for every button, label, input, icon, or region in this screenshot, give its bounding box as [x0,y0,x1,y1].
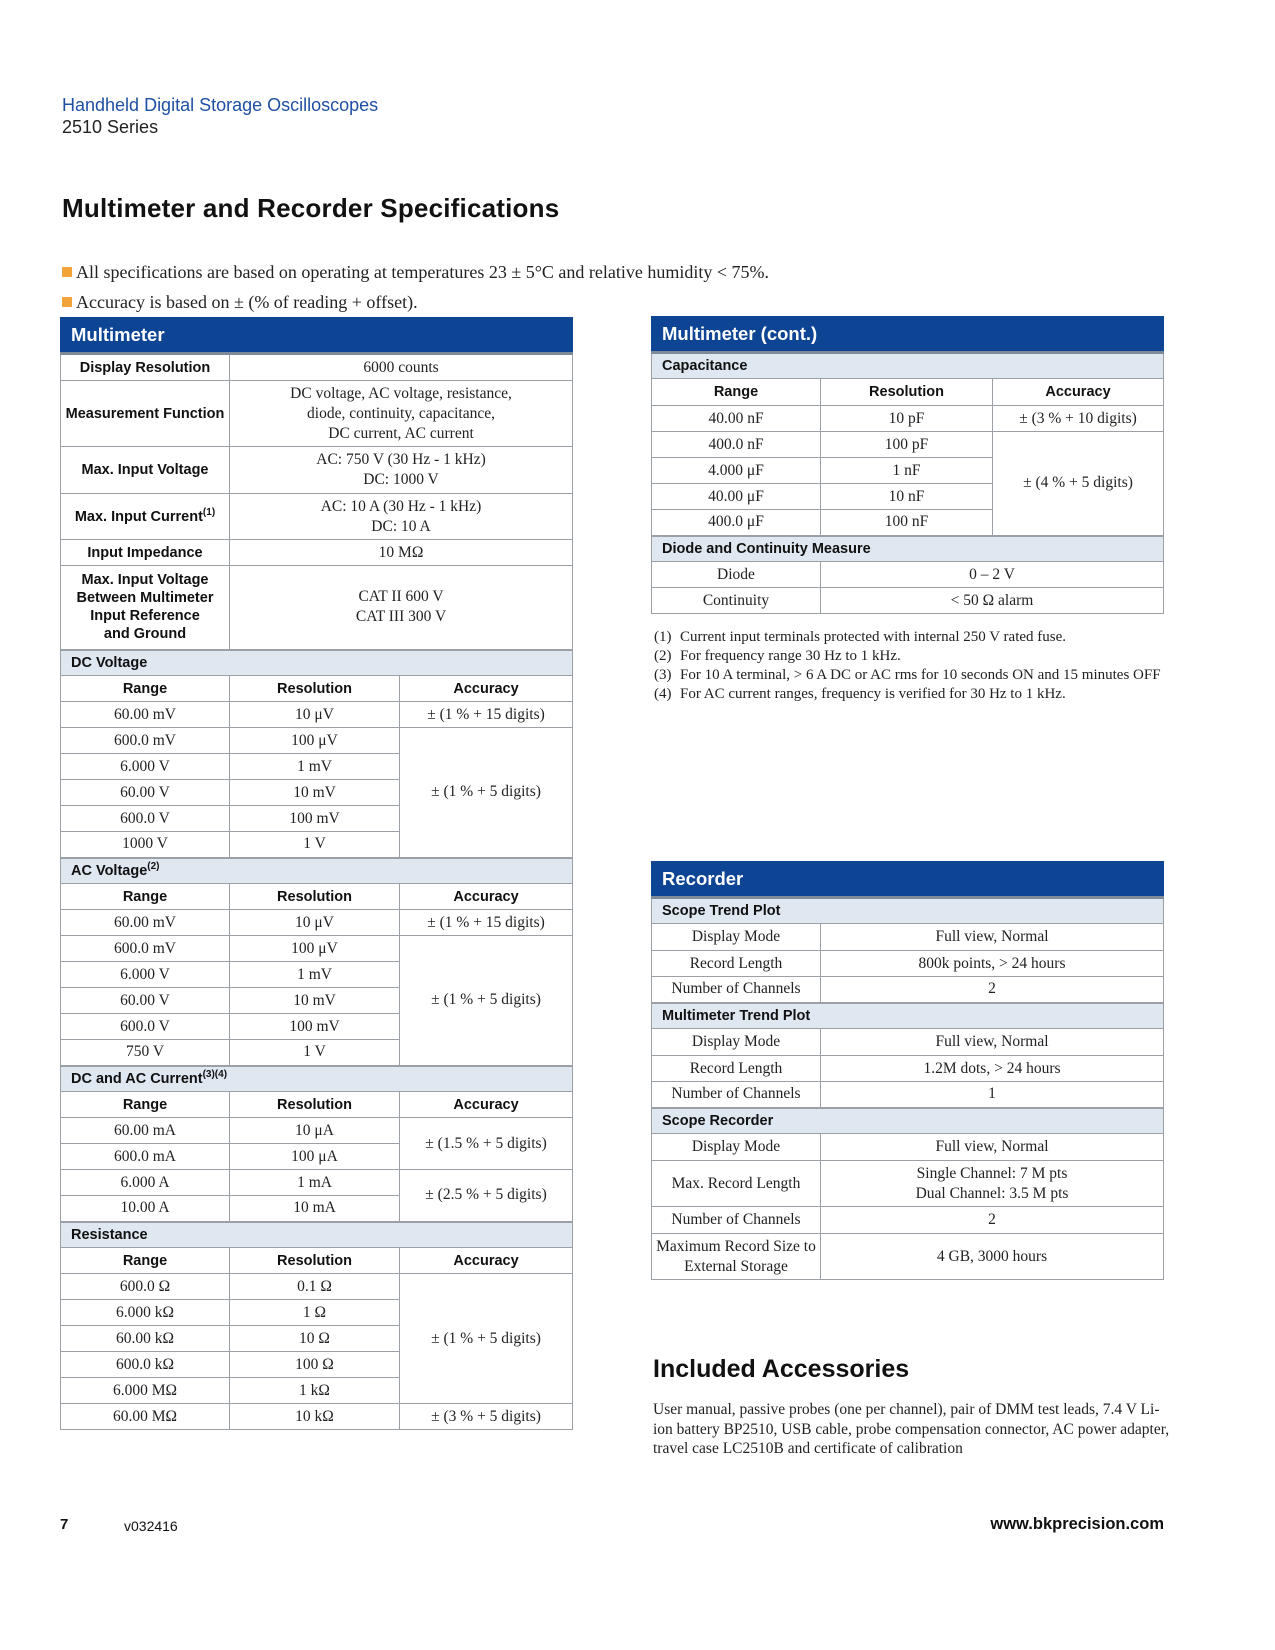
table-row: 600.0 kΩ 100 Ω [61,1352,573,1378]
table-row: 6.000 V 1 mV [61,754,573,780]
col-header-range: Range [61,884,230,910]
spec-note [62,292,418,313]
table-row: Display Mode Full view, Normal [652,924,1164,951]
multimeter-cont-table [651,316,1164,614]
accuracy-cell: ± (3 % + 10 digits) [993,406,1164,432]
table-row: Record Length 800k points, > 24 hours [652,951,1164,977]
table-row: 600.0 mV 100 μV ± (1 % + 5 digits) [61,936,573,962]
version-label: v032416 [124,1518,178,1534]
multimeter-table-title: Multimeter [61,318,573,354]
table-row: 400.0 μF 100 nF [652,510,1164,536]
table-row: 600.0 mV 100 μV ± (1 % + 5 digits) [61,728,573,754]
table-row: Number of Channels 2 [652,1207,1164,1234]
section-ac-voltage: AC Voltage$^{(2)}$ [61,858,573,884]
accuracy-cell: ± (3 % + 5 digits) [400,1404,573,1430]
recorder-table [651,861,1164,1280]
recorder-title: Recorder [652,862,1164,898]
table-row: 6.000 V 1 mV [61,962,573,988]
table-row: Max. Record Length Single Channel: 7 M pts Dual Channel: 3.5 M pts [652,1161,1164,1207]
footnote: (3) For 10 A terminal, > 6 A DC or AC rms for 10 seconds ON and 15 minutes OFF [654,667,1161,683]
table-row: 60.00 mV 10 μV ± (1 % + 15 digits) [61,702,573,728]
note-text: All specifications are based on operating at temperatures 23 ± 5°C and relative humidity < 75%. [76,262,770,282]
accuracy-cell: ± (1 % + 5 digits) [400,1274,573,1404]
table-row: 750 V 1 V [61,1040,573,1066]
spec-label: Max. Input Current$^{(1)}$ [61,494,230,540]
spec-value: DC voltage, AC voltage, resistance, diode, continuity, capacitance, DC current, AC current [230,381,573,447]
section-scope-trend: Scope Trend Plot [652,898,1164,924]
table-row: Display Mode Full view, Normal [652,1134,1164,1161]
spec-row [61,540,573,566]
bullet-square-icon [62,297,72,307]
col-header-resolution: Resolution [230,1092,400,1118]
accessories-text: User manual, passive probes (one per channel), pair of DMM test leads, 7.4 V Li-ion battery BP2510, USB cable, probe compensation connector, AC power adapter, travel case LC2510B and certificate of calibration [653,1401,1170,1457]
table-row: Maximum Record Size to External Storage 4 GB, 3000 hours [652,1234,1164,1280]
spec-label: Input Impedance [61,540,230,566]
spec-note [62,262,769,283]
spec-row [61,494,573,540]
table-row: 60.00 kΩ 10 Ω [61,1326,573,1352]
table-row: Number of Channels 1 [652,1082,1164,1108]
website-link[interactable]: www.bkprecision.com [990,1515,1164,1533]
table-row: 6.000 MΩ 1 kΩ [61,1378,573,1404]
table-row: 40.00 nF 10 pF ± (3 % + 10 digits) [652,406,1164,432]
col-header-range: Range [61,1092,230,1118]
table-row: Number of Channels 2 [652,977,1164,1003]
table-row: 6.000 A 1 mA ± (2.5 % + 5 digits) [61,1170,573,1196]
col-header-accuracy: Accuracy [400,884,573,910]
footnote-ref: (1) [202,506,216,518]
col-header-resolution: Resolution [230,1248,400,1274]
page-number: 7 [60,1516,69,1533]
spec-label: Display Resolution [61,354,230,381]
spec-row [61,447,573,494]
accuracy-cell: ± (1 % + 5 digits) [400,728,573,858]
accuracy-cell: ± (4 % + 5 digits) [993,432,1164,536]
table-row: 60.00 V 10 mV [61,780,573,806]
accuracy-cell: ± (2.5 % + 5 digits) [400,1170,573,1222]
spec-value: AC: 750 V (30 Hz - 1 kHz) DC: 1000 V [230,447,573,494]
table-row: Display Mode Full view, Normal [652,1029,1164,1056]
section-mm-trend: Multimeter Trend Plot [652,1003,1164,1029]
table-row: 60.00 V 10 mV [61,988,573,1014]
table-row: 600.0 V 100 mV [61,1014,573,1040]
accuracy-cell: ± (1 % + 15 digits) [400,702,573,728]
footnote: (4) For AC current ranges, frequency is verified for 30 Hz to 1 kHz. [654,686,1066,702]
column-header-row [652,379,1164,406]
col-header-accuracy: Accuracy [400,1248,573,1274]
accuracy-cell: ± (1.5 % + 5 digits) [400,1118,573,1170]
accuracy-cell: ± (1 % + 15 digits) [400,910,573,936]
section-resistance: Resistance [61,1222,573,1248]
bullet-square-icon [62,267,72,277]
footnote-ref: (2) [147,860,160,872]
table-row: Record Length 1.2M dots, > 24 hours [652,1056,1164,1082]
accuracy-cell: ± (1 % + 5 digits) [400,936,573,1066]
table-row: 600.0 mA 100 μA [61,1144,573,1170]
section-current: DC and AC Current$^{(3)(4)}$ [61,1066,573,1092]
table-row: 400.0 nF 100 pF ± (4 % + 5 digits) [652,432,1164,458]
spec-row [61,354,573,381]
column-header-row [61,676,573,702]
table-row: 600.0 V 100 mV [61,806,573,832]
spec-value: 10 MΩ [230,540,573,566]
table-row: 6.000 kΩ 1 Ω [61,1300,573,1326]
footnote: (1) Current input terminals protected with internal 250 V rated fuse. [654,629,1067,645]
section-dc-voltage: DC Voltage [61,650,573,676]
col-header-range: Range [61,676,230,702]
table-row: Continuity < 50 Ω alarm [652,588,1164,614]
spec-label: Max. Input Voltage [61,447,230,494]
table-row: 10.00 A 10 mA [61,1196,573,1222]
table-row: 1000 V 1 V [61,832,573,858]
multimeter-table [60,317,573,1430]
table-row: 40.00 μF 10 nF [652,484,1164,510]
column-header-row [61,1092,573,1118]
multimeter-cont-title: Multimeter (cont.) [652,317,1164,353]
header-series: 2510 Series [62,117,159,137]
spec-row [61,566,573,650]
col-header-range: Range [61,1248,230,1274]
col-header-range: Range [652,379,821,406]
spec-label: Measurement Function [61,381,230,447]
table-row: Diode 0 – 2 V [652,562,1164,588]
column-header-row [61,884,573,910]
table-row: 60.00 mV 10 μV ± (1 % + 15 digits) [61,910,573,936]
table-row: 60.00 MΩ 10 kΩ ± (3 % + 5 digits) [61,1404,573,1430]
header-title: Handheld Digital Storage Oscilloscopes [62,95,379,115]
spec-value: CAT II 600 V CAT III 300 V [230,566,573,650]
spec-value: 6000 counts [230,354,573,381]
section-capacitance: Capacitance [652,353,1164,379]
page-title: Multimeter and Recorder Specifications [62,193,560,223]
section-scope-recorder: Scope Recorder [652,1108,1164,1134]
spec-row [61,381,573,447]
table-row: 4.000 μF 1 nF [652,458,1164,484]
col-header-accuracy: Accuracy [400,676,573,702]
section-diode-continuity: Diode and Continuity Measure [652,536,1164,562]
column-header-row [61,1248,573,1274]
footnote-ref: (3)(4) [202,1068,228,1080]
footnote: (2) For frequency range 30 Hz to 1 kHz. [654,648,901,664]
col-header-resolution: Resolution [230,676,400,702]
table-row: 600.0 Ω 0.1 Ω ± (1 % + 5 digits) [61,1274,573,1300]
note-text: Accuracy is based on ± (% of reading + offset). [76,292,418,312]
spec-value: AC: 10 A (30 Hz - 1 kHz) DC: 10 A [230,494,573,540]
accessories-title: Included Accessories [653,1355,910,1383]
col-header-resolution: Resolution [230,884,400,910]
col-header-accuracy: Accuracy [400,1092,573,1118]
spec-label: Max. Input Voltage Between Multimeter Input Reference and Ground [61,566,230,650]
table-row: 60.00 mA 10 μA ± (1.5 % + 5 digits) [61,1118,573,1144]
col-header-resolution: Resolution [821,379,993,406]
col-header-accuracy: Accuracy [993,379,1164,406]
